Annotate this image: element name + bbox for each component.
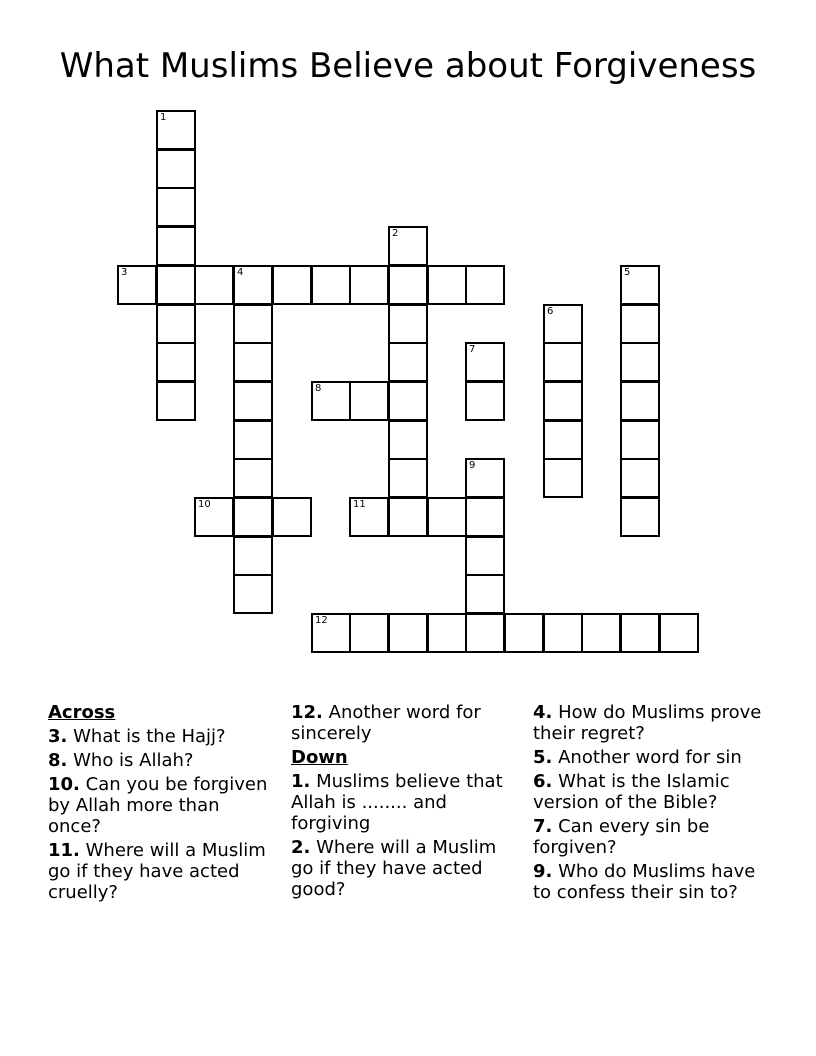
grid-cell[interactable]	[620, 265, 660, 305]
grid-cell[interactable]	[349, 497, 389, 537]
clue-number: 1.	[291, 771, 311, 792]
grid-cell[interactable]	[233, 574, 273, 614]
grid-cell[interactable]	[349, 613, 389, 653]
down-clue-4	[533, 702, 763, 744]
clue-text: Who is Allah?	[73, 750, 194, 771]
grid-cell[interactable]	[465, 574, 505, 614]
grid-cell[interactable]	[194, 497, 234, 537]
cell-number: 5	[624, 267, 631, 278]
grid-cell[interactable]	[272, 497, 312, 537]
grid-cell[interactable]	[427, 265, 467, 305]
grid-cell[interactable]	[620, 342, 660, 382]
clue-number: 12.	[291, 702, 323, 723]
grid-cell[interactable]	[156, 187, 196, 227]
cell-number: 12	[315, 615, 328, 626]
clue-number: 3.	[48, 726, 68, 747]
clue-text: Another word for sincerely	[291, 702, 481, 744]
grid-cell[interactable]	[156, 226, 196, 266]
clue-text: What is the Hajj?	[73, 726, 226, 747]
clue-text: Can every sin be forgiven?	[533, 816, 710, 858]
clue-number: 8.	[48, 750, 68, 771]
across-clue-10	[48, 774, 276, 837]
clues-column-1	[48, 702, 276, 906]
cell-number: 2	[392, 228, 399, 239]
clue-text: Muslims believe that Allah is ........ and forgiving	[291, 771, 503, 834]
puzzle-title: What Muslims Believe about Forgiveness	[59, 46, 757, 86]
grid-cell[interactable]	[543, 381, 583, 421]
grid-cell[interactable]	[194, 265, 234, 305]
down-clue-7	[533, 816, 763, 858]
grid-cell[interactable]	[233, 342, 273, 382]
grid-cell[interactable]	[543, 342, 583, 382]
grid-cell[interactable]	[427, 497, 467, 537]
clue-number: 10.	[48, 774, 80, 795]
grid-cell[interactable]	[620, 420, 660, 460]
grid-cell[interactable]	[349, 381, 389, 421]
grid-cell[interactable]	[272, 265, 312, 305]
clue-text: Where will a Muslim go if they have acted good?	[291, 837, 497, 900]
grid-cell[interactable]	[388, 613, 428, 653]
grid-cell[interactable]	[233, 458, 273, 498]
across-heading: Across	[48, 702, 116, 723]
down-clue-2	[291, 837, 521, 900]
grid-cell[interactable]	[465, 381, 505, 421]
clue-text: Where will a Muslim go if they have acted cruelly?	[48, 840, 266, 903]
across-clue-11	[48, 840, 276, 903]
grid-cell[interactable]	[117, 265, 157, 305]
grid-cell[interactable]	[388, 458, 428, 498]
grid-cell[interactable]	[388, 304, 428, 344]
grid-cell[interactable]	[465, 342, 505, 382]
grid-cell[interactable]	[388, 265, 428, 305]
grid-cell[interactable]	[233, 381, 273, 421]
grid-cell[interactable]	[465, 458, 505, 498]
grid-cell[interactable]	[504, 613, 544, 653]
down-clue-5	[533, 747, 763, 768]
cell-number: 6	[547, 306, 554, 317]
cell-number: 9	[469, 460, 476, 471]
clue-number: 9.	[533, 861, 553, 882]
grid-cell[interactable]	[543, 458, 583, 498]
grid-cell[interactable]	[233, 265, 273, 305]
clue-number: 5.	[533, 747, 553, 768]
grid-cell[interactable]	[388, 226, 428, 266]
grid-cell[interactable]	[465, 265, 505, 305]
cell-number: 7	[469, 344, 476, 355]
grid-cell[interactable]	[465, 497, 505, 537]
cell-number: 10	[198, 499, 211, 510]
down-clue-9	[533, 861, 763, 903]
grid-cell[interactable]	[543, 420, 583, 460]
clue-number: 7.	[533, 816, 553, 837]
grid-cell[interactable]	[388, 497, 428, 537]
grid-cell[interactable]	[233, 497, 273, 537]
grid-cell[interactable]	[311, 381, 351, 421]
cell-number: 4	[237, 267, 244, 278]
clue-text: How do Muslims prove their regret?	[533, 702, 762, 744]
cell-number: 3	[121, 267, 128, 278]
grid-cell[interactable]	[156, 304, 196, 344]
grid-cell[interactable]	[311, 265, 351, 305]
clues-column-2	[291, 702, 521, 903]
grid-cell[interactable]	[388, 420, 428, 460]
cell-number: 1	[160, 112, 167, 123]
clue-text: Who do Muslims have to confess their sin to?	[533, 861, 756, 903]
across-clue-8	[48, 750, 276, 771]
grid-cell[interactable]	[543, 304, 583, 344]
clue-text: What is the Islamic version of the Bible?	[533, 771, 730, 813]
grid-cell[interactable]	[620, 304, 660, 344]
clue-text: Another word for sin	[558, 747, 742, 768]
grid-cell[interactable]	[465, 613, 505, 653]
down-clue-1	[291, 771, 521, 834]
grid-cell[interactable]	[543, 613, 583, 653]
cell-number: 8	[315, 383, 322, 394]
down-clue-6	[533, 771, 763, 813]
clues-column-3	[533, 702, 763, 906]
clue-number: 2.	[291, 837, 311, 858]
grid-cell[interactable]	[156, 265, 196, 305]
grid-cell[interactable]	[349, 265, 389, 305]
across-clue-12	[291, 702, 521, 744]
grid-cell[interactable]	[620, 381, 660, 421]
clue-number: 11.	[48, 840, 80, 861]
grid-cell[interactable]	[156, 110, 196, 150]
grid-cell[interactable]	[388, 342, 428, 382]
grid-cell[interactable]	[233, 420, 273, 460]
grid-cell[interactable]	[156, 342, 196, 382]
grid-cell[interactable]	[620, 613, 660, 653]
grid-cell[interactable]	[465, 536, 505, 576]
cell-number: 11	[353, 499, 366, 510]
grid-cell[interactable]	[581, 613, 621, 653]
clue-number: 6.	[533, 771, 553, 792]
across-clue-3	[48, 726, 276, 747]
grid-cell[interactable]	[233, 536, 273, 576]
grid-cell[interactable]	[156, 149, 196, 189]
grid-cell[interactable]	[620, 497, 660, 537]
clue-text: Can you be forgiven by Allah more than once?	[48, 774, 268, 837]
grid-cell[interactable]	[620, 458, 660, 498]
grid-cell[interactable]	[233, 304, 273, 344]
grid-cell[interactable]	[427, 613, 467, 653]
clue-number: 4.	[533, 702, 553, 723]
grid-cell[interactable]	[659, 613, 699, 653]
down-heading: Down	[291, 747, 348, 768]
grid-cell[interactable]	[156, 381, 196, 421]
grid-cell[interactable]	[311, 613, 351, 653]
grid-cell[interactable]	[388, 381, 428, 421]
